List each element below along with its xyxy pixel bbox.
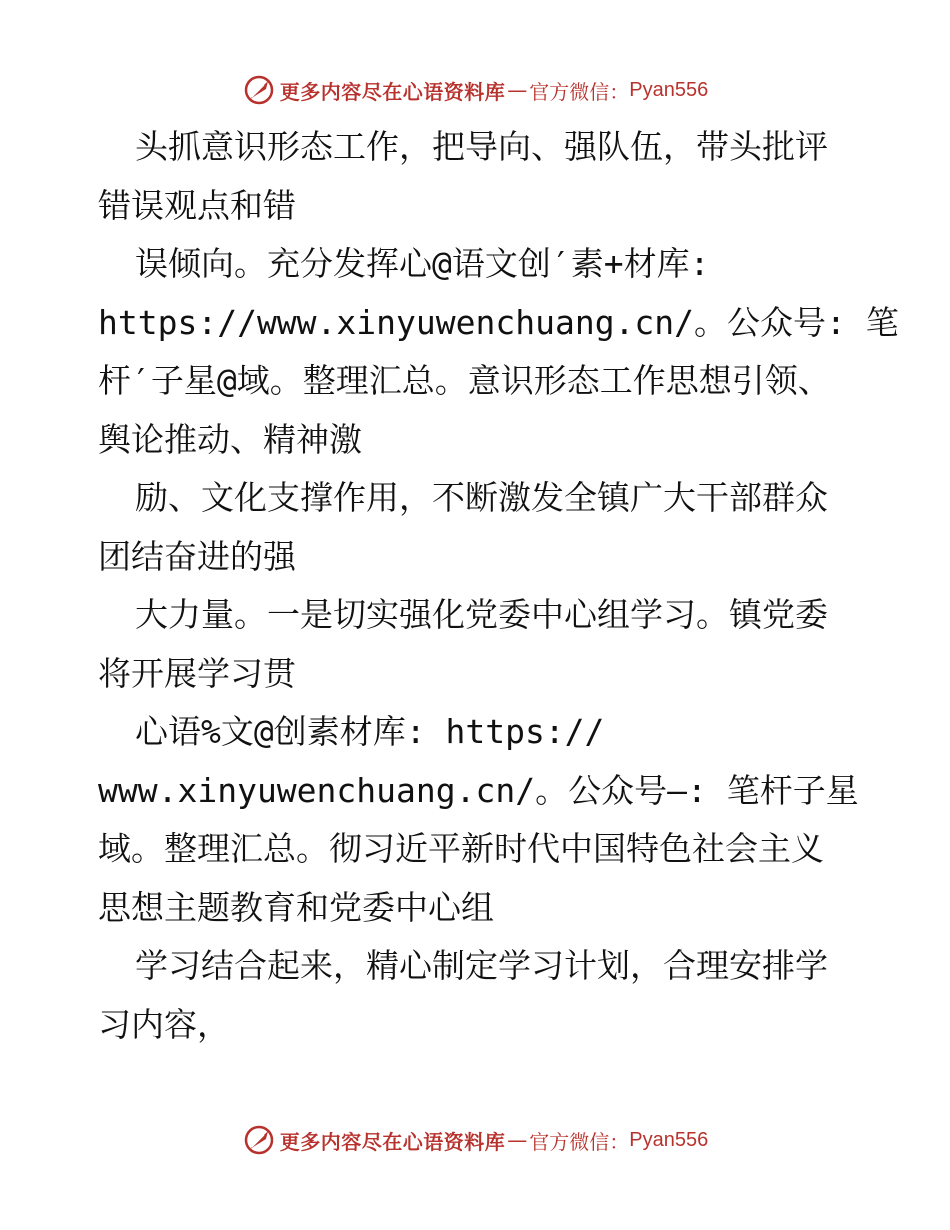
text-line: 思想主题教育和党委中心组 [98, 887, 494, 927]
text-line: 习内容， [98, 1004, 230, 1044]
banner-wechat-id: Pyan556 [629, 1128, 709, 1151]
banner-dash: — [507, 78, 528, 102]
text-line: 错误观点和错 [98, 185, 296, 225]
banner-wechat-label: 官方微信： [529, 79, 630, 104]
text-line: www.xinyuwenchuang.cn/。公众号—: 笔杆子星 [98, 770, 859, 810]
body-text [98, 118, 899, 1054]
text-line: 心语%文@创素材库: https:// [135, 712, 605, 751]
quill-logo-icon [242, 1123, 276, 1157]
banner-wechat-id: Pyan556 [629, 78, 709, 101]
footer-banner [0, 1120, 950, 1160]
text-line: 团结奋进的强 [98, 536, 296, 576]
header-banner [0, 70, 950, 110]
text-line: 将开展学习贯 [98, 653, 296, 693]
text-line: 头抓意识形态工作，把导向、强队伍，带头批评 [135, 127, 828, 166]
text-line: 励、文化支撑作用，不断激发全镇广大干部群众 [135, 478, 828, 517]
quill-logo-icon [242, 73, 276, 107]
banner-wechat-label: 官方微信： [529, 1129, 630, 1154]
text-line: 舆论推动、精神激 [98, 419, 362, 459]
text-line: 杆′子星@域。整理汇总。意识形态工作思想引领、 [98, 361, 831, 400]
banner-slogan: 更多内容尽在心语资料库 [279, 79, 506, 104]
text-line: 大力量。一是切实强化党委中心组学习。镇党委 [135, 595, 828, 634]
text-line: 学习结合起来，精心制定学习计划，合理安排学 [135, 946, 828, 985]
text-line: 域。整理汇总。彻习近平新时代中国特色社会主义 [98, 829, 824, 868]
text-line: https://www.xinyuwenchuang.cn/。公众号: 笔 [98, 302, 899, 342]
banner-slogan: 更多内容尽在心语资料库 [279, 1129, 506, 1154]
text-line: 误倾向。充分发挥心@语文创′素+材库: [135, 244, 710, 283]
banner-dash: — [507, 1128, 528, 1152]
